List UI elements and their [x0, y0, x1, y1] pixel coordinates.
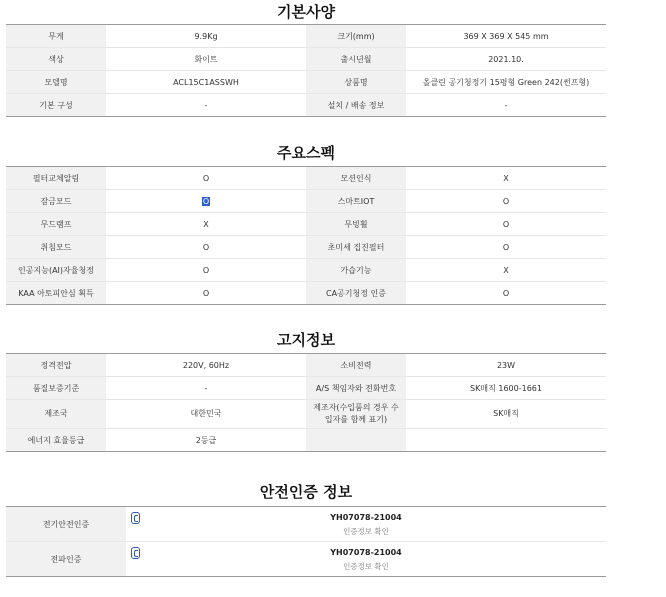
spec-label: 설치 / 배송 정보 [306, 94, 406, 117]
spec-label: 초미세 집진필터 [306, 236, 406, 259]
notice-value: - [106, 377, 306, 400]
notice-label: 정격전압 [6, 354, 106, 377]
safety-cert-title: 안전인증 정보 [259, 483, 353, 501]
spec-value: O [406, 190, 606, 213]
table-row [6, 94, 606, 117]
spec-value: - [106, 94, 306, 117]
table-row [6, 400, 606, 429]
cert-number: YH07078-21004 [330, 548, 402, 557]
spec-label: 상품명 [306, 71, 406, 94]
table-row [6, 429, 606, 452]
notice-value: 2등급 [106, 429, 306, 452]
table-row [6, 377, 606, 400]
table-row [6, 507, 606, 542]
spec-value: 9.9Kg [106, 25, 306, 48]
table-row [6, 236, 606, 259]
notice-label: 제조국 [6, 400, 106, 429]
spec-label: 인공지능(AI)자율청정 [6, 259, 106, 282]
cert-info-link[interactable]: 인증정보 확인 [343, 562, 389, 571]
spec-label: 가습기능 [306, 259, 406, 282]
notice-label [306, 429, 406, 452]
spec-label: 무빙휠 [306, 213, 406, 236]
cert-label: 전파인증 [6, 542, 126, 577]
spec-value: X [406, 259, 606, 282]
spec-label: 모션인식 [306, 167, 406, 190]
spec-value: O [406, 282, 606, 305]
spec-label: 스마트IOT [306, 190, 406, 213]
notice-value: SK매직 [406, 400, 606, 429]
table-row [6, 167, 606, 190]
spec-label: 필터교체알림 [6, 167, 106, 190]
spec-value: 2021.10. [406, 48, 606, 71]
table-row [6, 25, 606, 48]
spec-label: 색상 [6, 48, 106, 71]
notice-label: 품질보증기준 [6, 377, 106, 400]
spec-value: O [106, 259, 306, 282]
notice-value: 220V, 60Hz [106, 354, 306, 377]
notice-label: A/S 책임자와 전화번호 [306, 377, 406, 400]
notice-info-table [6, 353, 606, 452]
notice-info-title: 고지정보 [277, 331, 335, 349]
spec-value: 올클린 공기청정기 15평형 Green 242(썬프형) [406, 71, 606, 94]
notice-value: 대한민국 [106, 400, 306, 429]
spec-label: 잠금모드 [6, 190, 106, 213]
notice-label: 소비전력 [306, 354, 406, 377]
safety-cert-table [6, 506, 606, 577]
table-row [6, 48, 606, 71]
spec-label: 모델명 [6, 71, 106, 94]
cert-cell [126, 542, 606, 577]
spec-label: CA공기청정 인증 [306, 282, 406, 305]
selected-text[interactable]: O [202, 196, 210, 206]
spec-value: O [106, 236, 306, 259]
spec-label: 취침모드 [6, 236, 106, 259]
basic-spec-title: 기본사양 [277, 3, 335, 21]
main-spec-title: 주요스펙 [277, 144, 335, 162]
basic-spec-table [6, 24, 606, 117]
spec-value: 369 X 369 X 545 mm [406, 25, 606, 48]
table-row [6, 71, 606, 94]
table-row [6, 190, 606, 213]
spec-label: 출시년월 [306, 48, 406, 71]
cert-cell [126, 507, 606, 542]
spec-label: 무게 [6, 25, 106, 48]
table-row [6, 282, 606, 305]
table-row [6, 259, 606, 282]
cert-label: 전기안전인증 [6, 507, 126, 542]
table-row [6, 354, 606, 377]
notice-value: SK매직 1600-1661 [406, 377, 606, 400]
notice-value [406, 429, 606, 452]
spec-value: O [406, 213, 606, 236]
notice-value: 23W [406, 354, 606, 377]
spec-label: 기본 구성 [6, 94, 106, 117]
table-row [6, 542, 606, 577]
spec-value: O [106, 167, 306, 190]
spec-value: O [406, 236, 606, 259]
spec-label: 크기(mm) [306, 25, 406, 48]
spec-value: X [406, 167, 606, 190]
table-row [6, 213, 606, 236]
spec-value [106, 190, 306, 213]
spec-label: KAA 아토피안심 획득 [6, 282, 106, 305]
spec-value: - [406, 94, 606, 117]
cert-number: YH07078-21004 [330, 513, 402, 522]
main-spec-table [6, 166, 606, 305]
cert-info-link[interactable]: 인증정보 확인 [343, 527, 389, 536]
spec-value: 화이트 [106, 48, 306, 71]
notice-label: 제조자(수입품의 경우 수입자를 함께 표기) [306, 400, 406, 429]
spec-value: ACL15C1ASSWH [106, 71, 306, 94]
spec-value: X [106, 213, 306, 236]
spec-value: O [106, 282, 306, 305]
spec-label: 무드램프 [6, 213, 106, 236]
notice-label: 에너지 효율등급 [6, 429, 106, 452]
